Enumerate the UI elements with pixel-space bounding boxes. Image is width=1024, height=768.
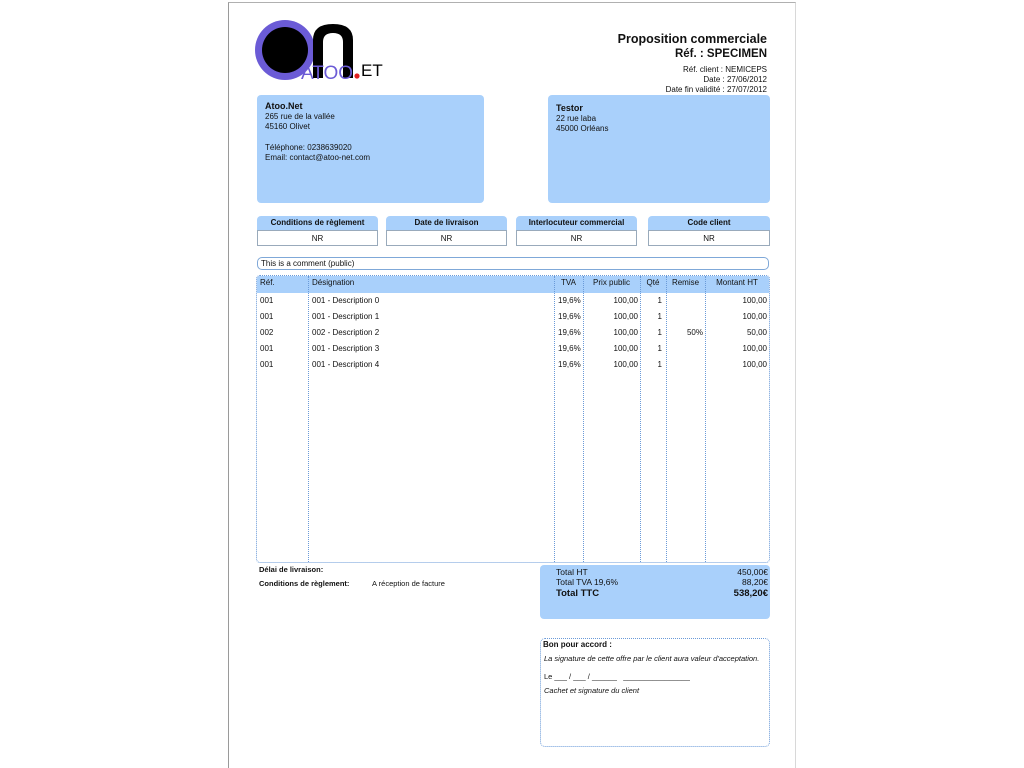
col-header-tva: TVA: [561, 278, 576, 287]
cell-prix: 100,00: [613, 344, 638, 353]
total-ht-value: 450,00€: [737, 567, 768, 577]
document-ref: Réf. : SPECIMEN: [674, 48, 767, 60]
delivery-delay-label: Délai de livraison:: [259, 565, 324, 574]
cell-designation: 001 - Description 1: [312, 312, 380, 321]
sender-email: Email: contact@atoo-net.com: [265, 153, 371, 162]
sender-city: 45160 Olivet: [265, 122, 310, 131]
logo-sub-text: ATOO: [301, 63, 354, 84]
col-header-montant: Montant HT: [716, 278, 758, 287]
client-ref: Réf. client : NEMICEPS: [682, 65, 767, 74]
logo-net-text: ET: [361, 61, 383, 80]
cell-prix: 100,00: [613, 360, 638, 369]
cell-montant: 100,00: [742, 312, 767, 321]
cell-qte: 1: [657, 328, 662, 337]
signature-box: [540, 638, 770, 747]
validity-date: Date fin validité : 27/07/2012: [665, 85, 767, 94]
cell-montant: 100,00: [742, 344, 767, 353]
col-header-designation: Désignation: [312, 278, 355, 287]
recipient-address-box: [548, 95, 770, 203]
condition-value: NR: [386, 230, 507, 246]
recipient-city: 45000 Orléans: [556, 124, 609, 133]
cell-montant: 100,00: [742, 296, 767, 305]
cell-designation: 001 - Description 4: [312, 360, 380, 369]
sender-address-box: [257, 95, 484, 203]
sender-name: Atoo.Net: [265, 101, 303, 111]
sender-street: 265 rue de la vallée: [265, 111, 335, 121]
condition-delivery-date: [386, 216, 507, 246]
condition-label: Date de livraison: [386, 216, 507, 230]
signature-title: Bon pour accord :: [543, 640, 612, 649]
cell-designation: 001 - Description 0: [312, 296, 380, 305]
cell-montant: 100,00: [742, 360, 767, 369]
cell-ref: 001: [260, 360, 274, 369]
cell-ref: 001: [260, 312, 274, 321]
cell-remise: 50%: [686, 328, 703, 337]
condition-payment: [257, 216, 378, 246]
atoo-net-logo: [255, 16, 405, 86]
cell-ref: 001: [260, 296, 274, 305]
recipient-street: 22 rue laba: [556, 113, 597, 123]
cell-ref: 001: [260, 344, 274, 353]
condition-value: NR: [516, 230, 637, 246]
cell-designation: 002 - Description 2: [312, 328, 380, 337]
public-comment: This is a comment (public): [257, 257, 769, 270]
total-ht-label: Total HT: [556, 567, 588, 577]
condition-value: NR: [257, 230, 378, 246]
items-table: [256, 275, 770, 563]
signature-date-line: Le ___ / ___ / ______ ________________: [544, 672, 690, 681]
total-ttc-label: Total TTC: [556, 588, 600, 599]
cell-prix: 100,00: [613, 296, 638, 305]
cell-designation: 001 - Description 3: [312, 344, 380, 353]
col-header-prix: Prix public: [593, 278, 630, 287]
sender-phone: Téléphone: 0238639020: [265, 142, 352, 152]
cell-qte: 1: [657, 344, 662, 353]
condition-label: Conditions de règlement: [257, 216, 378, 230]
total-tva-label: Total TVA 19,6%: [556, 577, 619, 587]
cell-tva: 19,6%: [558, 344, 581, 353]
cell-qte: 1: [657, 312, 662, 321]
cell-prix: 100,00: [613, 328, 638, 337]
cell-tva: 19,6%: [558, 360, 581, 369]
condition-label: Code client: [648, 216, 770, 230]
document-page: [228, 2, 796, 768]
total-ttc-value: 538,20€: [733, 588, 768, 599]
col-header-qte: Qté: [646, 278, 660, 287]
cell-ref: 002: [260, 328, 274, 337]
signature-cachet: Cachet et signature du client: [544, 686, 640, 695]
col-header-remise: Remise: [671, 278, 700, 287]
payment-terms-value: A réception de facture: [372, 579, 445, 588]
condition-value: NR: [648, 230, 770, 246]
condition-sales-contact: [516, 216, 637, 246]
cell-qte: 1: [657, 296, 662, 305]
cell-tva: 19,6%: [558, 296, 581, 305]
cell-montant: 50,00: [746, 328, 767, 337]
totals-box: [540, 565, 770, 619]
document-title: Proposition commerciale: [617, 32, 767, 46]
signature-text: La signature de cette offre par le client aura valeur d'acceptation.: [544, 654, 760, 663]
cell-tva: 19,6%: [558, 328, 581, 337]
cell-qte: 1: [657, 360, 662, 369]
condition-label: Interlocuteur commercial: [516, 216, 637, 230]
condition-client-code: [648, 216, 770, 246]
col-header-ref: Réf.: [260, 278, 275, 287]
cell-tva: 19,6%: [558, 312, 581, 321]
total-tva-value: 88,20€: [742, 577, 768, 587]
recipient-name: Testor: [556, 103, 583, 113]
payment-terms-label: Conditions de règlement:: [259, 579, 350, 588]
cell-prix: 100,00: [613, 312, 638, 321]
document-date: Date : 27/06/2012: [703, 75, 767, 84]
